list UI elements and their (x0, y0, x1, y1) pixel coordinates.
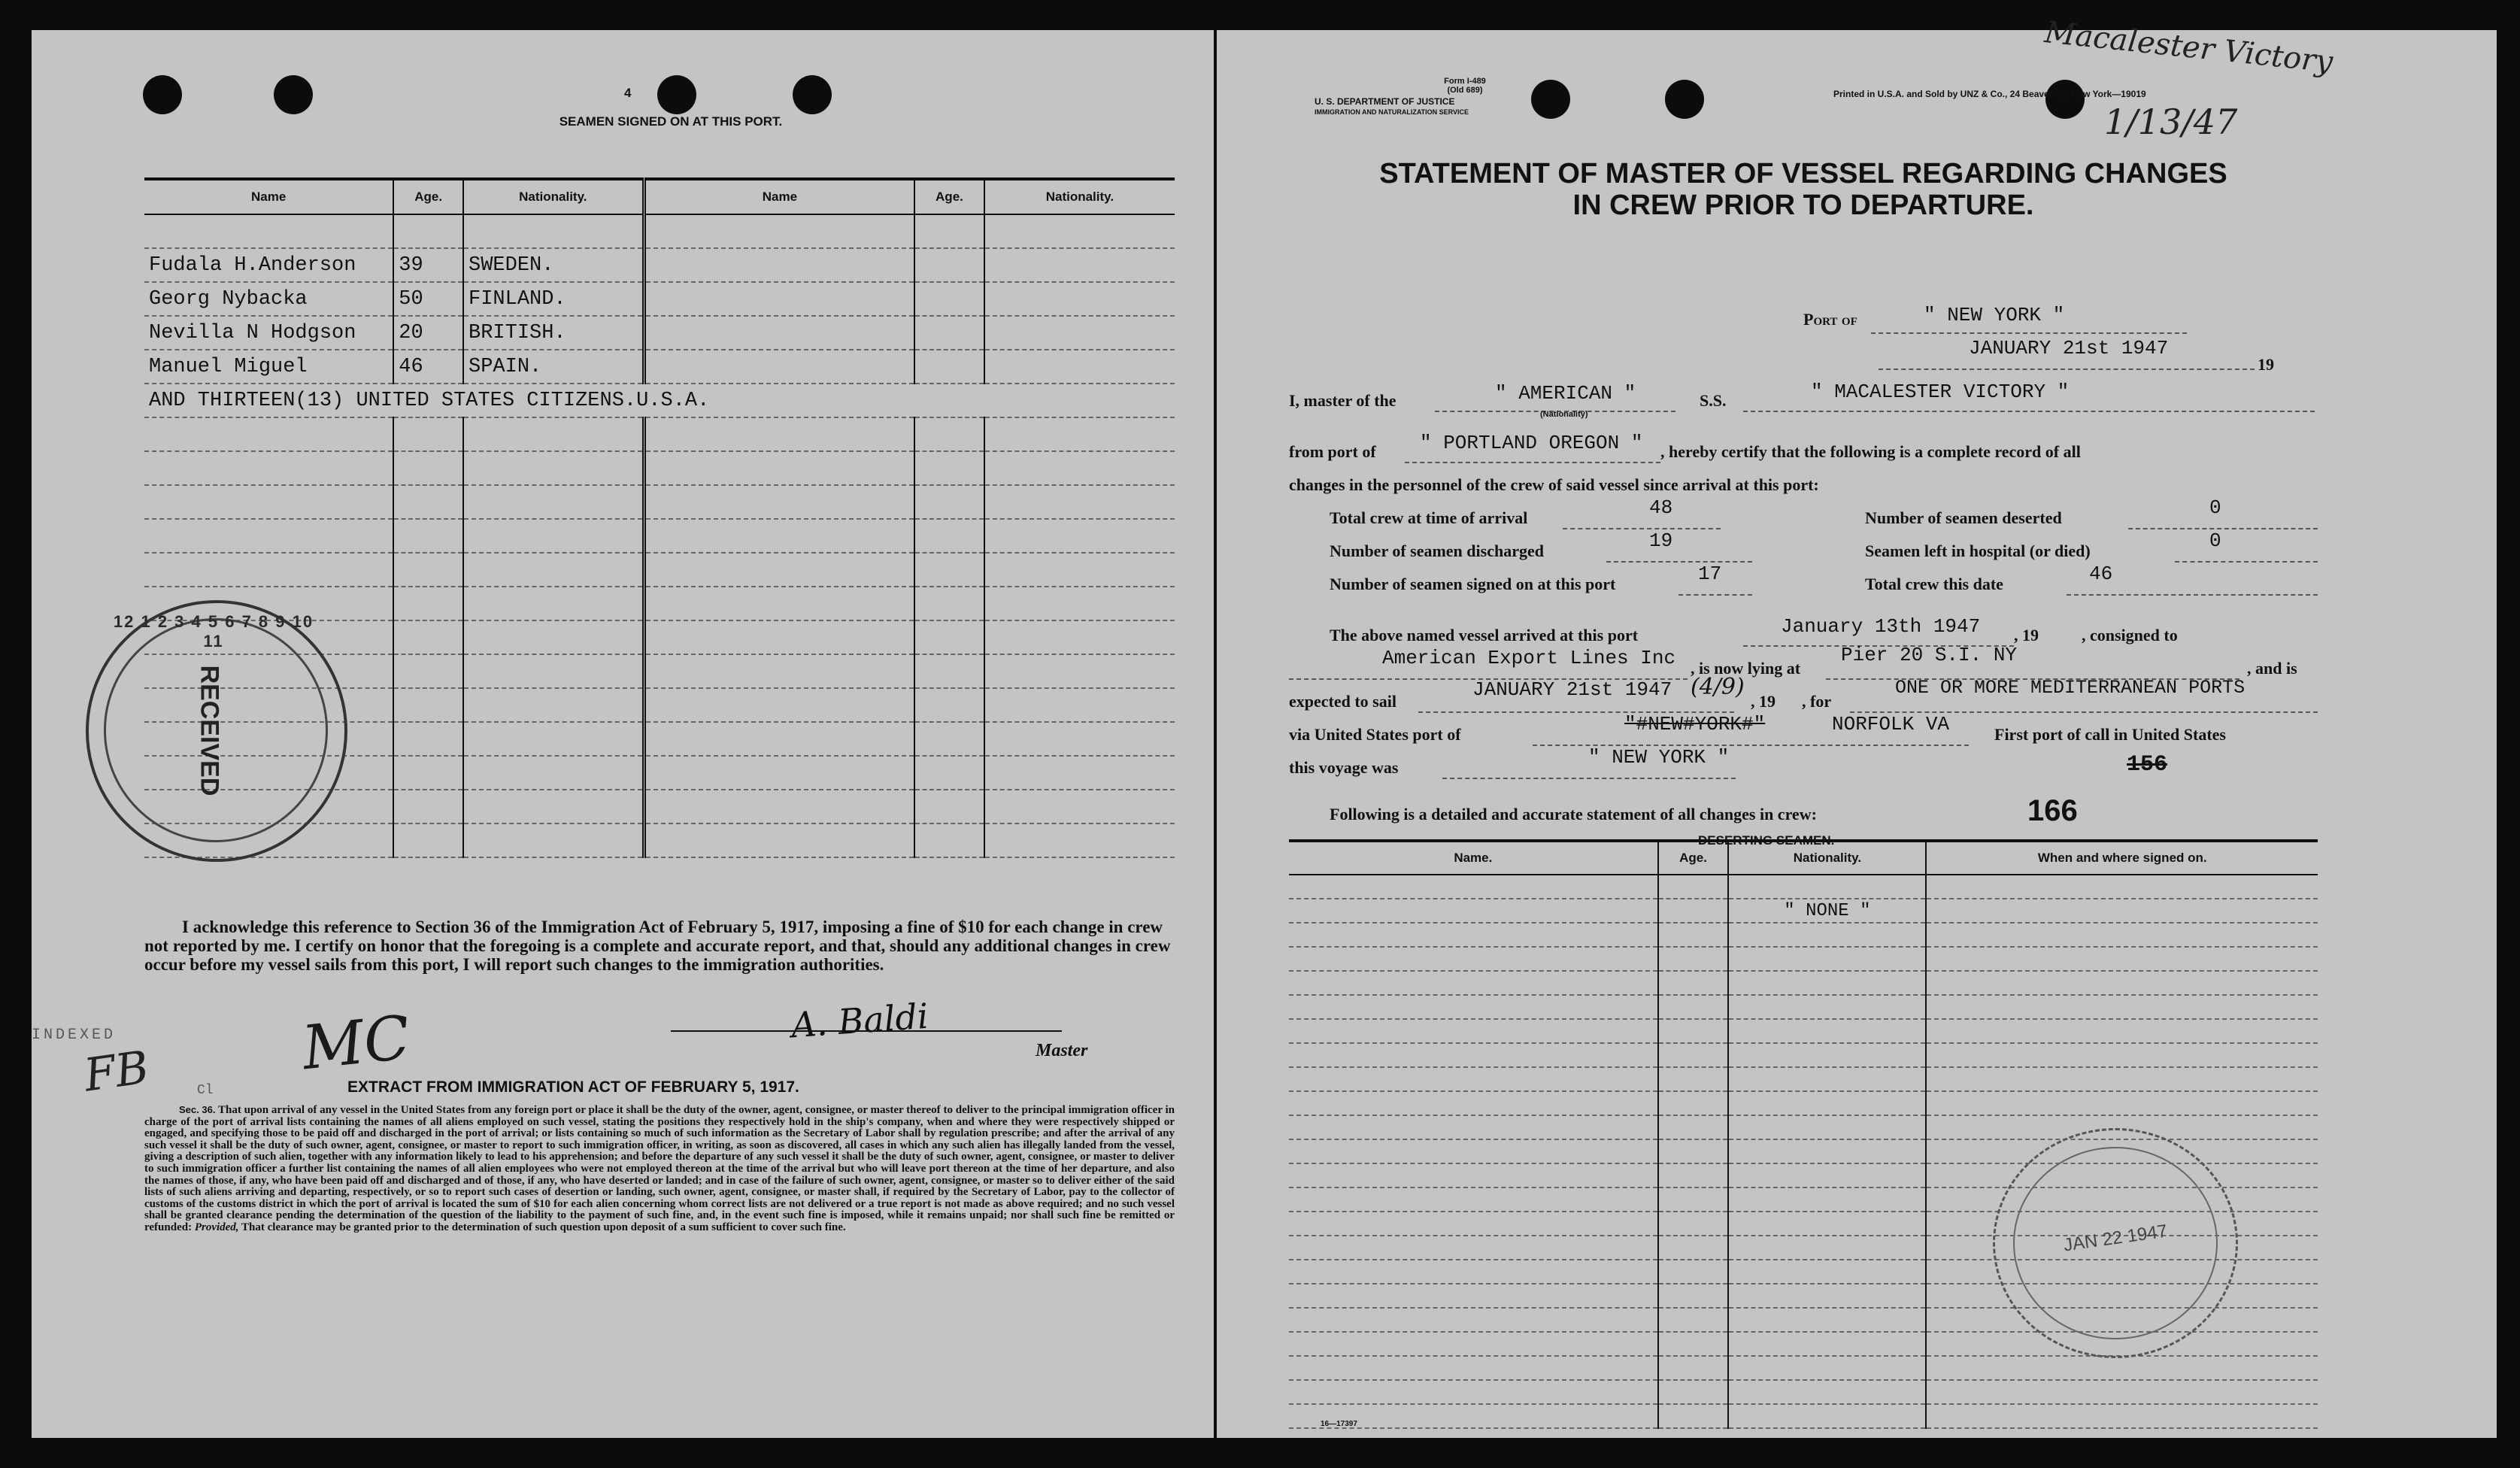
date-stamp-text: JAN 22 1947 (2062, 1221, 2169, 1256)
column-header: Age. (914, 179, 984, 214)
column-header: Name. (1289, 841, 1658, 875)
stat-value: 48 (1649, 496, 1673, 519)
form-number (1390, 77, 1540, 95)
table-row (1289, 923, 2318, 947)
stat-label: Number of seamen discharged (1330, 541, 1544, 560)
seaman-name: Manuel Miguel (144, 350, 393, 384)
table-row (144, 384, 1175, 417)
stat-label: Number of seamen deserted (1865, 508, 2062, 527)
seaman-name: Nevilla N Hodgson (144, 316, 393, 350)
form-old-id: (Old 689) (1447, 86, 1483, 95)
seaman-nationality: FINLAND. (463, 282, 644, 316)
seaman-nationality: SWEDEN. (463, 248, 644, 282)
stat-value: 46 (2089, 563, 2113, 585)
table-header-row (144, 179, 1175, 214)
stamp-ring-text: 12 1 2 3 4 5 6 7 8 9 10 11 (113, 612, 314, 651)
expected-value: JANUARY 21st 1947 (1472, 678, 1672, 701)
expected-suffix: , 19 (1751, 692, 1776, 711)
date-stamp (1993, 1128, 2238, 1358)
left-page (32, 30, 1214, 1438)
extract-paragraph (144, 1104, 1175, 1234)
table-row (144, 282, 1175, 316)
punch-hole-icon (274, 75, 313, 114)
destination-value: ONE OR MORE MEDITERRANEAN PORTS (1895, 677, 2246, 699)
expected-handwritten: (4/9) (1691, 674, 1745, 700)
extract-end: That clearance may be granted prior to the determination of such question upon deposit of a sum sufficient to cover such fine. (241, 1221, 846, 1233)
table-row (1289, 1067, 2318, 1091)
form-footer: 16—17397 (1321, 1420, 1357, 1428)
table-row (144, 553, 1175, 587)
column-header: Age. (1658, 841, 1729, 875)
extract-sec-label: Sec. 36. (179, 1104, 216, 1115)
stat-value: 0 (2209, 496, 2221, 519)
via-value: NORFOLK VA (1832, 713, 1950, 736)
expected-label: expected to sail (1289, 692, 1396, 711)
punch-hole-icon (2045, 80, 2085, 119)
punch-hole-icon (793, 75, 832, 114)
column-header: Name (144, 179, 393, 214)
punch-hole-icon (1665, 80, 1704, 119)
following-text: Following is a detailed and accurate statement of all changes in crew: (1330, 805, 1817, 823)
table-row (1289, 995, 2318, 1019)
column-header: When and where signed on. (1926, 841, 2318, 875)
stat-label: Total crew this date (1865, 575, 2003, 593)
table-header-row (1289, 841, 2318, 875)
table-row (144, 417, 1175, 451)
certify-text: , hereby certify that the following is a complete record of all (1660, 442, 2081, 461)
seaman-name: Georg Nybacka (144, 282, 393, 316)
master-label: Master (1036, 1041, 1088, 1060)
master-of-label: I, master of the (1289, 391, 1396, 410)
table-row (1289, 1043, 2318, 1067)
column-header: Nationality. (463, 179, 644, 214)
arrived-label: The above named vessel arrived at this port (1330, 626, 1639, 645)
master-signature: A. Baldi (790, 995, 930, 1046)
right-page (1217, 15, 2497, 1438)
page-number: 4 (624, 86, 632, 100)
table-row (144, 519, 1175, 553)
form-id: Form I-489 (1444, 77, 1486, 86)
table-row (144, 350, 1175, 384)
statement-date: JANUARY 21st 1947 (1969, 337, 2169, 359)
consignee-value: American Export Lines Inc (1382, 647, 1676, 669)
lying-value: Pier 20 S.I. NY (1841, 644, 2018, 666)
stat-value: 0 (2209, 529, 2221, 552)
arrived-value: January 13th 1947 (1781, 615, 1981, 638)
ss-label: S.S. (1700, 391, 1727, 410)
seaman-age: 20 (393, 316, 463, 350)
stat-value: 17 (1698, 563, 1722, 585)
clerk-stamp: Cl (197, 1083, 214, 1098)
via-label: via United States port of (1289, 725, 1461, 744)
struck-number: 156 (2127, 752, 2168, 778)
stat-label: Seamen left in hospital (or died) (1865, 541, 2091, 560)
punch-hole-icon (657, 75, 696, 114)
from-port-value: " PORTLAND OREGON " (1420, 432, 1643, 454)
table-row (1289, 1019, 2318, 1043)
voyage-label: this voyage was (1289, 758, 1399, 777)
received-text: RECEIVED (195, 665, 224, 796)
stat-value: 19 (1649, 529, 1673, 552)
column-header: Nationality. (1728, 841, 1926, 875)
handwritten-date: 1/13/47 (2104, 102, 2238, 142)
table-row (1289, 875, 2318, 899)
table-row (144, 451, 1175, 485)
port-of-label: Port of (1803, 310, 1857, 329)
from-port-label: from port of (1289, 442, 1376, 461)
stat-label: Total crew at time of arrival (1330, 508, 1528, 527)
seaman-age: 39 (393, 248, 463, 282)
seaman-nationality: SPAIN. (463, 350, 644, 384)
statement-title-2: IN CREW PRIOR TO DEPARTURE. (1572, 190, 2034, 221)
first-call-label: First port of call in United States (1994, 725, 2226, 744)
column-header: Name (644, 179, 914, 214)
seaman-nationality: BRITISH. (463, 316, 644, 350)
stat-label: Number of seamen signed on at this port (1330, 575, 1616, 593)
table-row (144, 485, 1175, 519)
table-row (1289, 899, 2318, 923)
consigned-label: , consigned to (2082, 626, 2178, 645)
received-stamp (86, 600, 347, 862)
vessel-name-value: " MACALESTER VICTORY " (1811, 381, 2070, 403)
seaman-age: 46 (393, 350, 463, 384)
extract-title: EXTRACT FROM IMMIGRATION ACT OF FEBRUARY 5, 1917. (347, 1078, 799, 1096)
acknowledgement-text: I acknowledge this reference to Section 36 of the Immigration Act of February 5, 1917, imposing a fine of $10 for each change in crew not reported by me. I certify on honor that the foregoing is a complete and accurate report, and that, should any additional changes in crew occur before my vessel sails from this port, I will report such changes to the immigration authorities. (144, 918, 1171, 974)
table-row (1289, 1115, 2318, 1139)
seaman-name: Fudala H.Anderson (144, 248, 393, 282)
handwritten-vessel: Macalester Victory (2042, 15, 2335, 80)
nationality-caption: (Nationality) (1540, 410, 1588, 419)
column-header: Age. (393, 179, 463, 214)
table-row (144, 316, 1175, 350)
section-title: SEAMEN SIGNED ON AT THIS PORT. (559, 114, 783, 129)
table-row (1289, 1380, 2318, 1404)
nationality-value: " AMERICAN " (1495, 382, 1636, 405)
deserting-title: DESERTING SEAMEN. (1698, 833, 1835, 848)
crew-number: 166 (2027, 794, 2078, 827)
date-suffix: 19 (2258, 355, 2274, 374)
table-row (1289, 1404, 2318, 1428)
table-row (144, 214, 1175, 248)
lying-label: , is now lying at (1691, 659, 1801, 678)
via-struck-value: "#NEW#YORK#" (1624, 713, 1766, 736)
deserting-none: " NONE " (1728, 899, 1926, 923)
statement-title-1: STATEMENT OF MASTER OF VESSEL REGARDING CHANGES (1379, 158, 2227, 190)
and-is-label: , and is (2247, 659, 2297, 678)
column-header: Nationality. (984, 179, 1175, 214)
arrived-suffix: , 19 (2014, 626, 2039, 645)
summary-line: AND THIRTEEN(13) UNITED STATES CITIZENS.U.S.A. (144, 384, 1175, 417)
table-row (1289, 1091, 2318, 1115)
indexed-mark: FB (80, 1041, 153, 1103)
seaman-age: 50 (393, 282, 463, 316)
changes-text: changes in the personnel of the crew of said vessel since arrival at this port: (1289, 475, 1819, 494)
punch-hole-icon (143, 75, 182, 114)
extract-provided: Provided, (194, 1221, 239, 1233)
table-row (144, 248, 1175, 282)
table-row (1289, 1356, 2318, 1380)
port-of-value: " NEW YORK " (1924, 304, 2065, 326)
table-row (1289, 947, 2318, 971)
table-row (1289, 971, 2318, 995)
voyage-value: " NEW YORK " (1588, 746, 1730, 769)
extract-text: That upon arrival of any vessel in the United States from any foreign port or place it shall be the duty of the owner, agent, consignee, or master thereof to deliver to the principal immigration officer in charge of the port of arrival lists containing the names of all aliens employed on such vessel, stating the positions they respectively hold in the ship's company, when and where they were respectively shipped or engaged, and specifying those to be paid off and discharged in the port of arrival; or lists containing so much of such information as the Secretary of Labor shall by regulation prescribe; and after the arrival of any such vessel it shall be the duty of such owner, agent, consignee, or master to report to such immigration officer, in writing, as soon as discovered, all cases in which any such alien has illegally landed from the vessel, giving a description of such alien, together with any information likely to lead to his apprehension; and before the departure of any such vessel it shall be the duty of such owner, agent, consignee, or master to deliver to such immigration officer a further list containing the names of all alien employees who were not employed thereon at the time of the arrival but who will leave port thereon at the time of her departure, and also the names of those, if any, who have been paid off and discharged and of those, if any, who have deserted or landed; and in case of the failure of such owner, agent, consignee, or master so to deliver either of the said lists of such aliens arriving and departing, respectively, or so to report such cases of desertion or landing, such owner, agent, consignee, or master shall, if required by the Secretary of Labor, pay to the collector of customs of the customs district in which the port of arrival is located the sum of $10 for each alien concerning whom correct lists are not delivered or a true report is not made as above required; and no such vessel shall be granted clearance pending the determination of the question of the liability to the payment of such fine, and, in the event such fine is imposed, while it remains unpaid; nor shall such fine be remitted or refunded: (144, 1104, 1175, 1233)
service-name: IMMIGRATION AND NATURALIZATION SERVICE (1315, 108, 1469, 116)
department-name: U. S. DEPARTMENT OF JUSTICE (1315, 96, 1455, 107)
indexed-stamp: INDEXED (32, 1027, 117, 1044)
printed-note: Printed in U.S.A. and Sold by UNZ & Co., 24 Beaver St., New York—19019 (1833, 89, 2146, 99)
initials: MC (299, 1002, 414, 1084)
for-label: , for (1802, 692, 1832, 711)
